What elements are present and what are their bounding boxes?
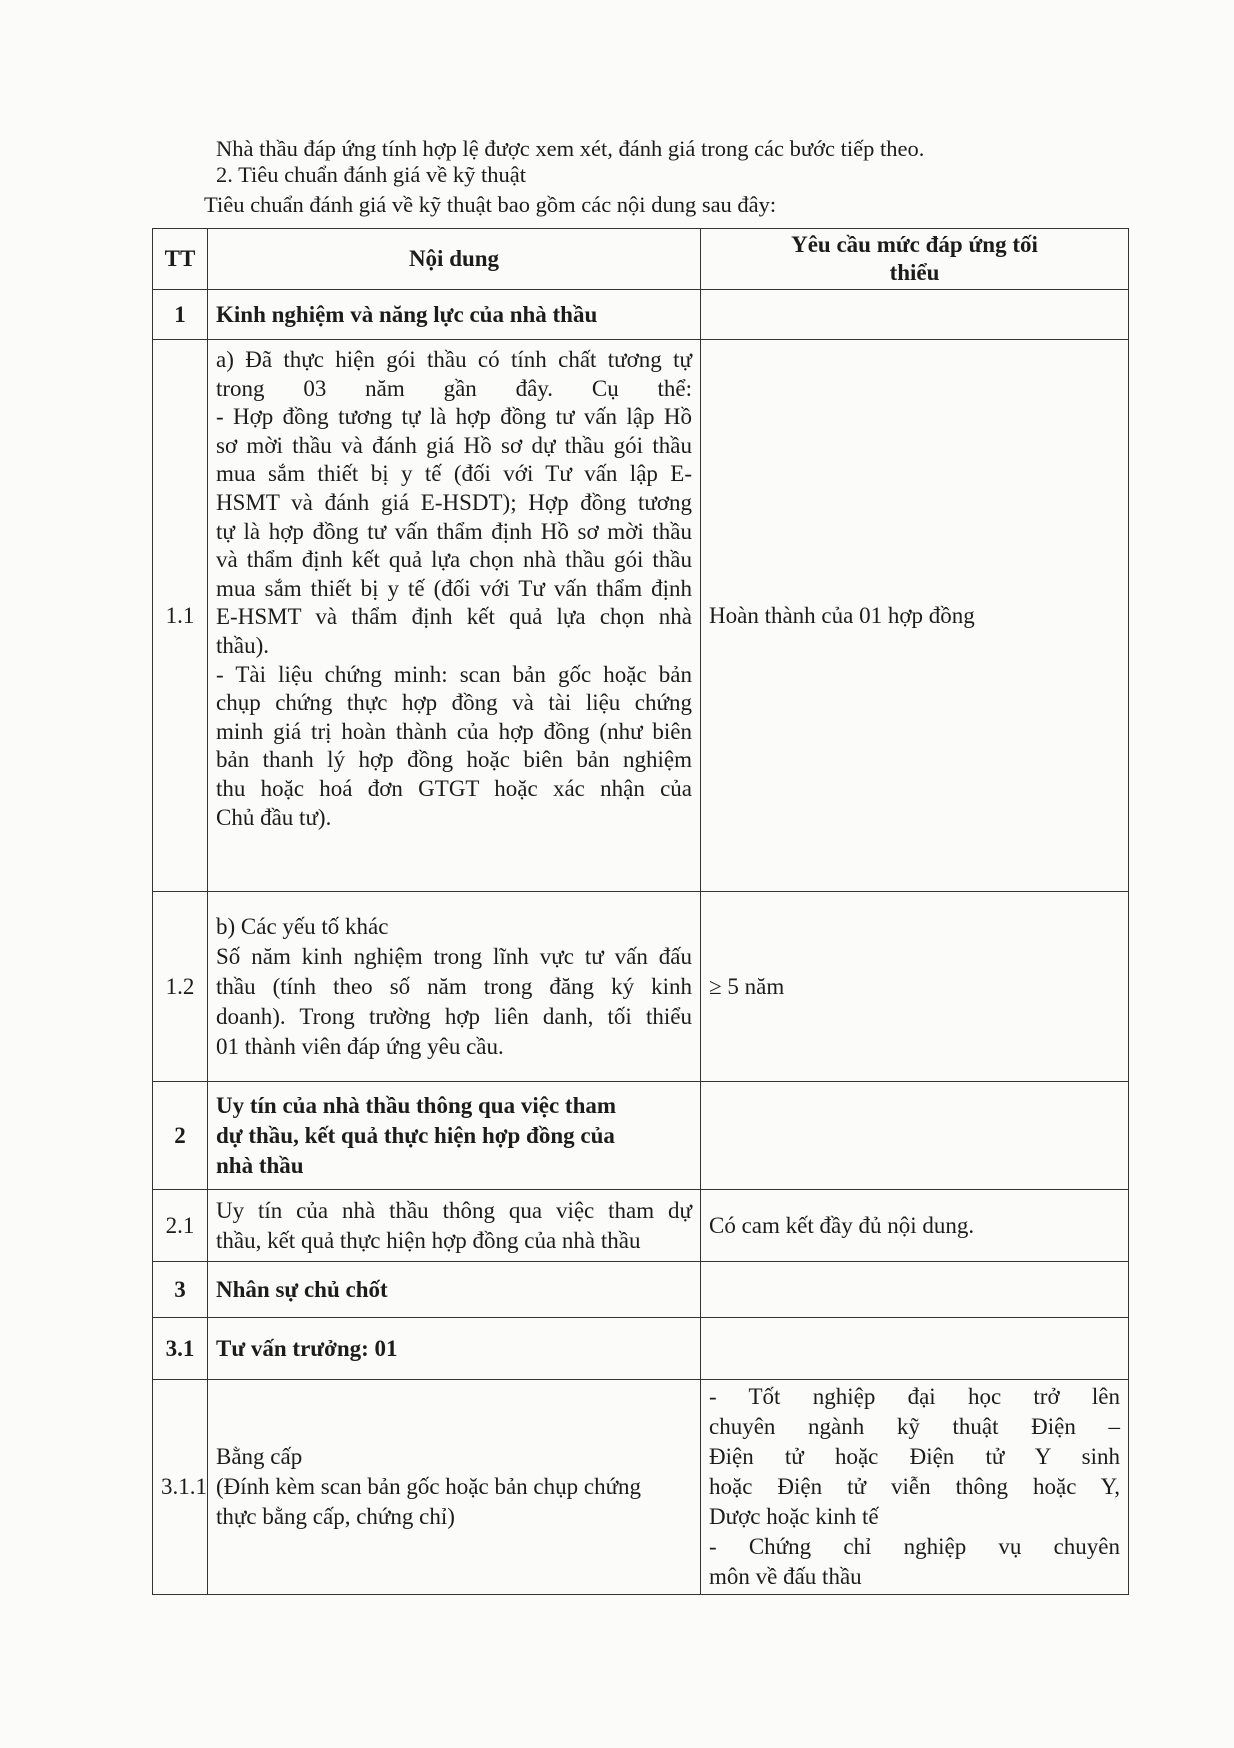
row-tt: 3.1.1	[153, 1380, 208, 1595]
header-noi-dung: Nội dung	[208, 229, 701, 290]
row-tt: 1.2	[153, 892, 208, 1082]
row-noi-dung	[208, 340, 701, 892]
row-noi-dung-line: thu hoặc hoá đơn GTGT hoặc xác nhận của	[216, 775, 692, 801]
table-row	[153, 290, 1129, 340]
section-heading-technical-criteria: 2. Tiêu chuẩn đánh giá về kỹ thuật	[216, 162, 526, 187]
row-noi-dung-line: doanh). Trong trường hợp liên danh, tối thiểu	[216, 1003, 692, 1029]
row-yeu-cau-line: hoặc Điện tử viễn thông hoặc Y,	[709, 1474, 1120, 1499]
row-noi-dung-line: chụp chứng thực hợp đồng và tài liệu chứng	[216, 690, 692, 716]
row-noi-dung	[208, 290, 701, 340]
table-row	[153, 340, 1129, 892]
row-noi-dung-line: thực bằng cấp, chứng chỉ)	[216, 1504, 455, 1529]
row-noi-dung-line: minh giá trị hoàn thành của hợp đồng (như biên	[216, 718, 692, 744]
row-yeu-cau-line: chuyên ngành kỹ thuật Điện –	[709, 1414, 1120, 1439]
row-noi-dung-line: Uy tín của nhà thầu thông qua việc tham	[216, 1092, 617, 1118]
row-tt: 2	[153, 1082, 208, 1190]
row-yeu-cau-line: - Tốt nghiệp đại học trở lên	[709, 1384, 1120, 1409]
table-row	[153, 1262, 1129, 1318]
row-yeu-cau	[701, 1190, 1129, 1262]
row-noi-dung	[208, 892, 701, 1082]
row-noi-dung-line: HSMT và đánh giá E-HSDT); Hợp đồng tương	[216, 489, 692, 515]
header-yeu-cau-line-2: thiểu	[889, 260, 940, 285]
row-noi-dung-line: - Tài liệu chứng minh: scan bản gốc hoặc bản	[216, 661, 692, 687]
row-noi-dung-line: - Hợp đồng tương tự là hợp đồng tư vấn lập Hồ	[216, 404, 692, 430]
table-header-row	[153, 229, 1129, 290]
row-noi-dung	[208, 1190, 701, 1262]
row-yeu-cau	[701, 340, 1129, 892]
row-yeu-cau-line: Có cam kết đầy đủ nội dung.	[709, 1212, 975, 1238]
row-noi-dung	[208, 1380, 701, 1595]
row-noi-dung-line: a) Đã thực hiện gói thầu có tính chất tương tự	[216, 347, 692, 372]
row-yeu-cau-line: Dược hoặc kinh tế	[709, 1504, 879, 1529]
row-noi-dung-line: E-HSMT và thẩm định kết quả lựa chọn nhà	[216, 604, 692, 630]
row-yeu-cau	[701, 1318, 1129, 1380]
row-noi-dung-line: Uy tín của nhà thầu thông qua việc tham dự	[216, 1197, 692, 1223]
row-yeu-cau-line: ≥ 5 năm	[709, 973, 785, 999]
row-noi-dung-line: thầu (tính theo số năm trong đăng ký kinh	[216, 973, 692, 999]
row-yeu-cau	[701, 290, 1129, 340]
row-noi-dung-line: trong 03 năm gần đây. Cụ thể:	[216, 375, 692, 401]
row-noi-dung-line: 01 thành viên đáp ứng yêu cầu.	[216, 1033, 504, 1059]
row-noi-dung-line: nhà thầu	[216, 1152, 304, 1178]
row-noi-dung-line: và thẩm định kết quả lựa chọn nhà thầu gói thầu	[216, 547, 692, 573]
row-yeu-cau-line: Hoàn thành của 01 hợp đồng	[709, 602, 975, 628]
row-noi-dung-line: bản thanh lý hợp đồng hoặc biên bản nghiệm	[216, 747, 692, 773]
row-noi-dung-line: mua sắm thiết bị y tế (đối với Tư vấn thẩm định	[216, 575, 692, 601]
row-noi-dung-line: dự thầu, kết quả thực hiện hợp đồng của	[216, 1122, 615, 1148]
table-row	[153, 1318, 1129, 1380]
table-row	[153, 1190, 1129, 1262]
table-row	[153, 1380, 1129, 1595]
row-yeu-cau-line: Điện tử hoặc Điện tử Y sinh	[709, 1444, 1120, 1469]
row-noi-dung-line: b) Các yếu tố khác	[216, 913, 389, 939]
intro-line-1: Nhà thầu đáp ứng tính hợp lệ được xem xét, đánh giá trong các bước tiếp theo.	[216, 136, 925, 161]
row-noi-dung-line: Chủ đầu tư).	[216, 804, 332, 830]
row-yeu-cau-line: - Chứng chỉ nghiệp vụ chuyên	[709, 1534, 1120, 1559]
row-noi-dung-line: Số năm kinh nghiệm trong lĩnh vực tư vấn đấu	[216, 943, 692, 969]
row-noi-dung-line: Nhân sự chủ chốt	[216, 1276, 388, 1302]
row-tt: 1.1	[153, 340, 208, 892]
technical-criteria-table	[152, 228, 1129, 1595]
row-yeu-cau-line: môn về đấu thầu	[709, 1564, 862, 1589]
row-noi-dung-line: Bằng cấp	[216, 1444, 303, 1469]
row-noi-dung	[208, 1262, 701, 1318]
row-tt: 3.1	[153, 1318, 208, 1380]
table-row	[153, 1082, 1129, 1190]
row-noi-dung-line: Kinh nghiệm và năng lực của nhà thầu	[216, 301, 598, 327]
row-noi-dung-line: tự là hợp đồng tư vấn thẩm định Hồ sơ mời thầu	[216, 518, 692, 544]
row-yeu-cau	[701, 1380, 1129, 1595]
row-noi-dung-line: thầu, kết quả thực hiện hợp đồng của nhà thầu	[216, 1227, 641, 1253]
row-yeu-cau	[701, 892, 1129, 1082]
row-tt: 3	[153, 1262, 208, 1318]
row-noi-dung-line: sơ mời thầu và đánh giá Hồ sơ dự thầu gói thầu	[216, 432, 692, 458]
header-yeu-cau-line-1: Yêu cầu mức đáp ứng tối	[791, 232, 1038, 257]
row-yeu-cau	[701, 1082, 1129, 1190]
row-noi-dung-line: mua sắm thiết bị y tế (đối với Tư vấn lập E-	[216, 461, 692, 487]
table-row	[153, 892, 1129, 1082]
row-tt: 2.1	[153, 1190, 208, 1262]
intro-line-3: Tiêu chuẩn đánh giá về kỹ thuật bao gồm các nội dung sau đây:	[204, 192, 777, 217]
row-noi-dung-line: Tư vấn trưởng: 01	[216, 1335, 398, 1361]
header-tt: TT	[153, 229, 208, 290]
row-noi-dung-line: (Đính kèm scan bản gốc hoặc bản chụp chứng	[216, 1474, 642, 1499]
row-yeu-cau	[701, 1262, 1129, 1318]
row-noi-dung	[208, 1082, 701, 1190]
header-yeu-cau	[701, 229, 1129, 290]
row-tt: 1	[153, 290, 208, 340]
row-noi-dung	[208, 1318, 701, 1380]
row-noi-dung-line: thầu).	[216, 632, 270, 658]
